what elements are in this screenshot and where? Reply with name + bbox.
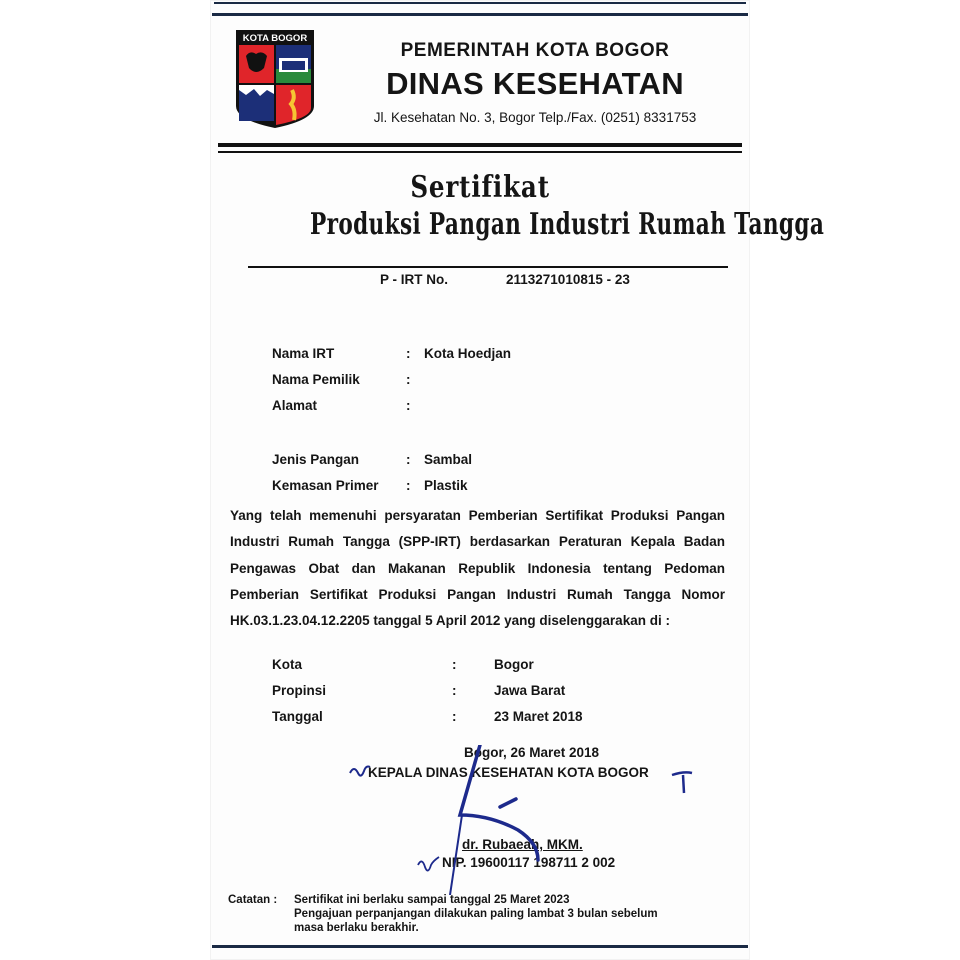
signatory-name: dr. Rubaeah, MKM.	[462, 837, 583, 852]
field-colon: :	[406, 478, 411, 493]
field-colon: :	[406, 372, 411, 387]
letterhead	[330, 40, 740, 125]
signing-place-date: Bogor, 26 Maret 2018	[464, 745, 600, 760]
field-colon: :	[452, 683, 457, 698]
note-line: Sertifikat ini berlaku sampai tanggal 25 Maret 2023	[294, 894, 570, 906]
certificate-title: Sertifikat	[410, 170, 550, 205]
pirt-label: P - IRT No.	[380, 272, 449, 287]
field-label: Nama IRT	[272, 346, 335, 361]
field-colon: :	[406, 346, 411, 361]
field-label: Propinsi	[272, 683, 327, 698]
certificate-page	[210, 0, 825, 960]
certificate-title-block	[210, 170, 825, 242]
top-border-line-thick	[212, 13, 748, 16]
letterhead-divider-thick	[218, 143, 742, 147]
field-value: 23 Maret 2018	[494, 709, 583, 724]
note-label: Catatan :	[228, 894, 278, 906]
department-address: Jl. Kesehatan No. 3, Bogor Telp./Fax. (0251) 8331753	[373, 110, 697, 125]
field-value: Bogor	[494, 657, 534, 672]
top-border-line	[214, 2, 746, 4]
field-label: Kemasan Primer	[272, 478, 379, 493]
note-line: masa berlaku berakhir.	[294, 922, 419, 934]
field-value: Sambal	[424, 452, 473, 467]
government-name: PEMERINTAH KOTA BOGOR	[400, 40, 670, 61]
pirt-number-row	[380, 272, 630, 287]
field-label: Kota	[272, 657, 302, 672]
field-colon: :	[452, 709, 457, 724]
field-label: Nama Pemilik	[272, 372, 360, 387]
field-colon: :	[452, 657, 457, 672]
department-name: DINAS KESEHATAN	[386, 66, 684, 101]
logo-label: KOTA BOGOR	[242, 33, 308, 44]
pirt-number: 2113271010815 - 23	[506, 272, 630, 287]
field-label: Tanggal	[272, 709, 323, 724]
field-value: Kota Hoedjan	[424, 346, 512, 361]
field-value: Plastik	[424, 478, 468, 493]
field-label: Jenis Pangan	[272, 452, 360, 467]
field-colon: :	[406, 452, 411, 467]
field-label: Alamat	[272, 398, 318, 413]
field-value: Jawa Barat	[494, 683, 566, 698]
signatory-role: KEPALA DINAS KESEHATAN KOTA BOGOR	[368, 765, 649, 780]
field-colon: :	[406, 398, 411, 413]
certification-statement: Yang telah memenuhi persyaratan Pemberian Sertifikat Produksi Pangan Industri Rumah Tangga (SPP-IRT) berdasarkan Peraturan Kepala Badan Pengawas Obat dan Makanan Republik Indonesia tentang Pedoman Pemberian Sertifikat Produksi Pangan Industri Rumah Tangga Nomor HK.03.1.23.04.12.2205 tanggal 5 April 2012 yang diselenggarakan di :	[230, 508, 725, 629]
certificate-subtitle: Produksi Pangan Industri Rumah Tangga	[309, 207, 825, 242]
kota-bogor-crest-icon	[234, 28, 316, 130]
title-underline	[248, 266, 728, 268]
bottom-border-line	[212, 945, 748, 948]
letterhead-divider-thin	[218, 151, 742, 153]
signatory-nip: NIP. 19600117 198711 2 002	[442, 855, 616, 870]
note-line: Pengajuan perpanjangan dilakukan paling lambat 3 bulan sebelum	[294, 908, 658, 920]
